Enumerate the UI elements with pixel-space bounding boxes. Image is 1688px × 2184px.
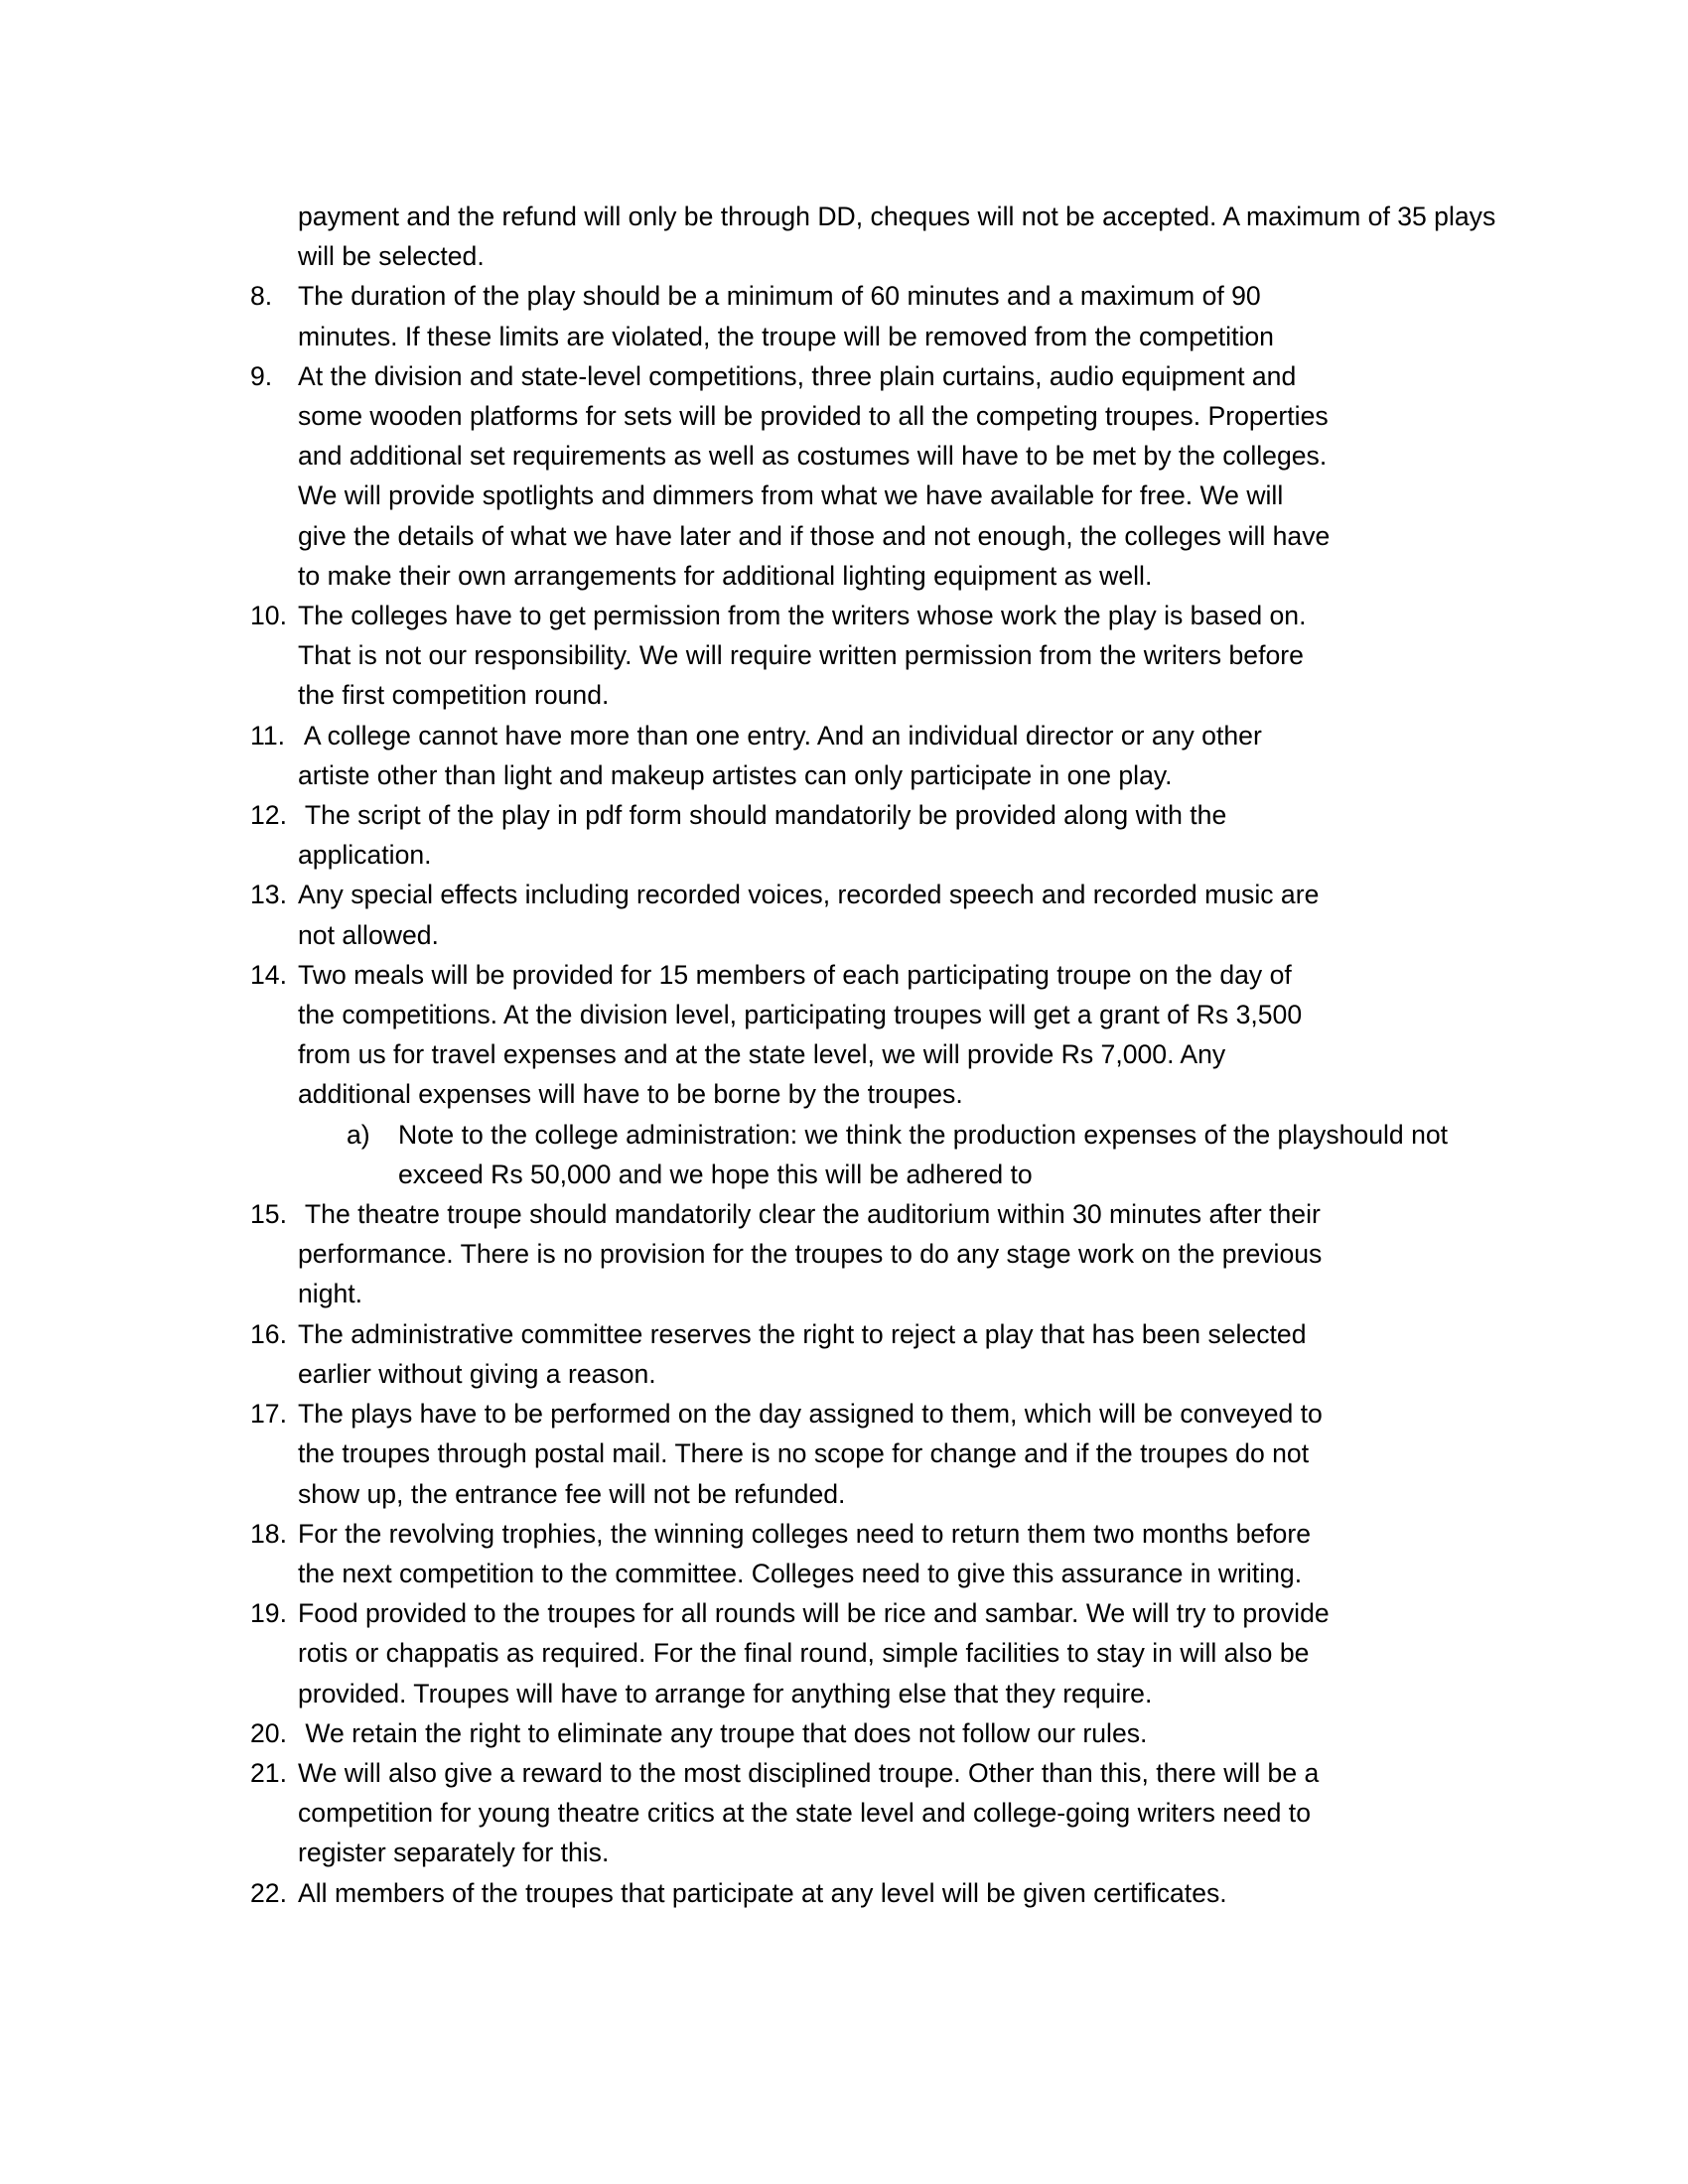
text-line: additional expenses will have to be borne by the troupes.	[298, 1079, 963, 1110]
text-line: night.	[298, 1279, 363, 1309]
text-line: should not exceed Rs 50,000 and we hope this will be adhered to	[398, 1119, 1449, 1189]
item-number: 17.	[250, 1399, 287, 1430]
text-line: The colleges have to get permission from the writers whose work the play is based on.	[298, 601, 1307, 631]
list-item-14	[250, 955, 1501, 1115]
item-number: 14.	[250, 959, 287, 990]
text-line: We will provide spotlights and dimmers from what we have available for free. We will	[298, 480, 1284, 511]
text-line: artiste other than light and makeup artistes can only participate in one play.	[298, 759, 1173, 790]
text-line: The script of the play in pdf form should mandatorily be provided along with the	[298, 800, 1227, 831]
text-line: The duration of the play should be a minimum of 60 minutes and a maximum of 90	[298, 281, 1261, 312]
sub-item-label: a)	[347, 1119, 370, 1150]
text-line: The theatre troupe should mandatorily clear the auditorium within 30 minutes after their	[298, 1199, 1321, 1230]
item-number: 11.	[250, 720, 285, 751]
text-line: The plays have to be performed on the day assigned to them, which will be conveyed to	[298, 1399, 1323, 1430]
sub-item-a	[250, 1115, 1501, 1194]
text-line: payment and the refund will only be through DD, cheques will not be accepted. A	[298, 202, 1239, 231]
item-number: 12.	[250, 800, 287, 831]
text-line: not allowed.	[298, 919, 439, 950]
text-line: minutes. If these limits are violated, the troupe will be removed from the competition	[298, 321, 1274, 351]
text-line: and additional set requirements as well as costumes will have to be met by the colleges.	[298, 441, 1328, 472]
rules-list	[250, 197, 1501, 1913]
text-line: provided. Troupes will have to arrange for anything else that they require.	[298, 1678, 1153, 1708]
item-number: 19.	[250, 1598, 287, 1629]
list-item-12	[250, 795, 1501, 875]
text-line: Food provided to the troupes for all rounds will be rice and sambar. We will try to provide	[298, 1598, 1330, 1629]
text-line: Any special effects including recorded voices, recorded speech and recorded music are	[298, 880, 1320, 910]
item-7-continuation	[250, 197, 1501, 276]
item-number: 15.	[250, 1199, 287, 1230]
item-number: 20.	[250, 1717, 287, 1748]
text-line: register separately for this.	[298, 1838, 610, 1868]
text-line: We retain the right to eliminate any troupe that does not follow our rules.	[298, 1717, 1148, 1748]
list-item-13	[250, 875, 1501, 954]
list-item-9	[250, 356, 1501, 596]
text-line: The administrative committee reserves the right to reject a play that has been selected	[298, 1318, 1307, 1349]
text-line: performance. There is no provision for the troupes to do any stage work on the previous	[298, 1239, 1323, 1270]
item-number: 8.	[250, 281, 273, 312]
list-item-20	[250, 1713, 1501, 1753]
list-item-10	[250, 596, 1501, 716]
text-line: give the details of what we have later and if those and not enough, the colleges will have	[298, 520, 1331, 551]
item-number: 22.	[250, 1877, 287, 1908]
text-line: rotis or chappatis as required. For the final round, simple facilities to stay in will also be	[298, 1638, 1310, 1669]
text-line: the troupes through postal mail. There is no scope for change and if the troupes do not	[298, 1438, 1310, 1469]
text-line: That is not our responsibility. We will require written permission from the writers before	[298, 640, 1304, 671]
list-item-11	[250, 716, 1501, 795]
text-line: the first competition round.	[298, 680, 610, 711]
text-line: the competitions. At the division level, participating troupes will get a grant of Rs 3,500	[298, 1000, 1303, 1030]
list-item-22	[250, 1873, 1501, 1913]
item-number: 10.	[250, 601, 287, 631]
text-line: We will also give a reward to the most disciplined troupe. Other than this, there will be a	[298, 1757, 1320, 1788]
item-number: 16.	[250, 1318, 287, 1349]
list-item-19	[250, 1593, 1501, 1713]
item-number: 13.	[250, 880, 287, 910]
text-line: competition for young theatre critics at the state level and college-going writers need to	[298, 1798, 1311, 1829]
text-line: the next competition to the committee. Colleges need to give this assurance in writing.	[298, 1558, 1303, 1588]
text-line: some wooden platforms for sets will be provided to all the competing troupes. Properties	[298, 401, 1329, 432]
item-number: 9.	[250, 360, 273, 391]
list-item-17	[250, 1394, 1501, 1514]
list-item-8	[250, 276, 1501, 355]
text-line: maximum of 35 plays will be selected.	[298, 202, 1496, 272]
text-line: A college cannot have more than one entry. And an individual director or any other	[298, 720, 1262, 751]
list-item-16	[250, 1314, 1501, 1394]
text-line: For the revolving trophies, the winning colleges need to return them two months before	[298, 1518, 1311, 1549]
text-line: Two meals will be provided for 15 members of each participating troupe on the day of	[298, 959, 1292, 990]
text-line: At the division and state-level competitions, three plain curtains, audio equipment and	[298, 360, 1297, 391]
list-item-18	[250, 1514, 1501, 1593]
text-line: earlier without giving a reason.	[298, 1358, 656, 1389]
list-item-15	[250, 1194, 1501, 1314]
text-line: from us for travel expenses and at the state level, we will provide Rs 7,000. Any	[298, 1039, 1226, 1070]
text-line: Note to the college administration: we think the production expenses of the play	[398, 1119, 1327, 1150]
text-line: show up, the entrance fee will not be refunded.	[298, 1478, 846, 1509]
text-line: application.	[298, 840, 432, 871]
list-item-21	[250, 1753, 1501, 1873]
item-number: 18.	[250, 1518, 287, 1549]
text-line: to make their own arrangements for additional lighting equipment as well.	[298, 560, 1153, 591]
text-line: All members of the troupes that participate at any level will be given certificates.	[298, 1877, 1227, 1908]
item-number: 21.	[250, 1757, 287, 1788]
